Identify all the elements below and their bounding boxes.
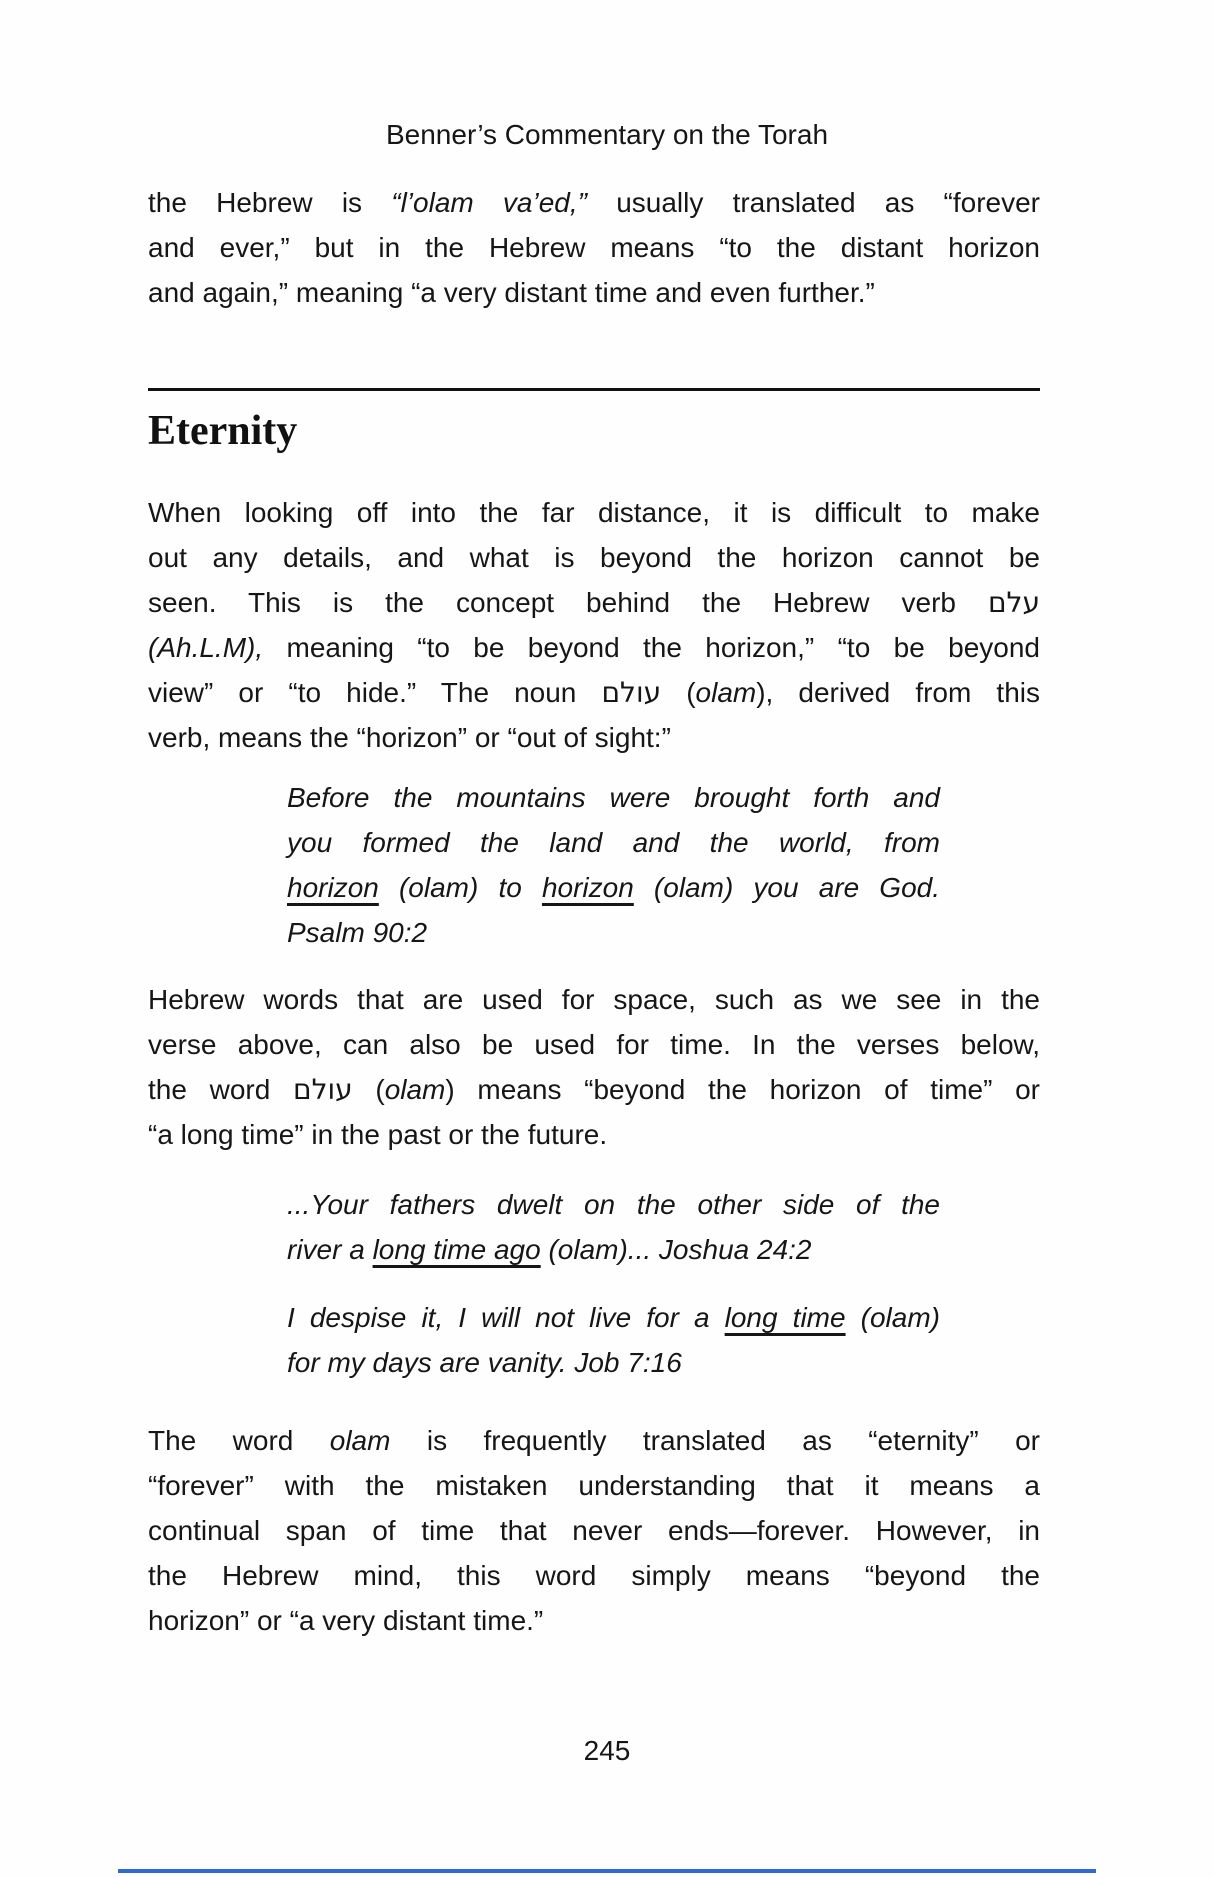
text-line: horizon” or “a very distant time.”	[148, 1605, 544, 1636]
text-line: seen. This is the concept behind the Hebrew verb עלם	[148, 586, 1040, 619]
section-title: Eternity	[148, 408, 298, 454]
paragraph-olam-concept	[148, 490, 1040, 760]
page-number: 245	[583, 1735, 631, 1766]
text-line: and again,” meaning “a very distant time and even further.”	[148, 277, 875, 308]
paragraph-intro	[148, 180, 1040, 315]
text-line: view” or “to hide.” The noun עולם (olam), derived from this	[148, 676, 1040, 709]
text-line: out any details, and what is beyond the horizon cannot be	[148, 542, 1040, 573]
text-line: river a long time ago (olam)... Joshua 24:2	[287, 1234, 812, 1265]
text-line: “forever” with the mistaken understanding that it means a	[148, 1470, 1040, 1501]
text-line: and ever,” but in the Hebrew means “to the distant horizon	[148, 232, 1040, 263]
paragraph-eternity-meaning	[148, 1418, 1040, 1643]
text-line: The word olam is frequently translated as “eternity” or	[148, 1425, 1041, 1456]
text-line: you formed the land and the world, from	[287, 827, 940, 858]
text-line: When looking off into the far distance, it is difficult to make	[148, 497, 1040, 528]
text-line: verb, means the “horizon” or “out of sight:”	[148, 722, 671, 753]
text-line: ...Your fathers dwelt on the other side of the	[287, 1189, 940, 1220]
paragraph-space-time	[148, 977, 1040, 1157]
quote-job-7-16	[287, 1295, 940, 1385]
text-line: I despise it, I will not live for a long time (olam)	[287, 1302, 940, 1333]
text-line: for my days are vanity. Job 7:16	[287, 1347, 682, 1378]
text-line: Before the mountains were brought forth and	[287, 782, 940, 813]
text-line: continual span of time that never ends—forever. However, in	[148, 1515, 1040, 1546]
text-line: Psalm 90:2	[287, 917, 428, 948]
text-line: (Ah.L.M), meaning “to be beyond the horizon,” “to be beyond	[148, 632, 1040, 663]
text-line: the Hebrew mind, this word simply means “beyond the	[148, 1560, 1040, 1591]
text-line: Hebrew words that are used for space, such as we see in the	[148, 984, 1040, 1015]
text-line: verse above, can also be used for time. In the verses below,	[148, 1029, 1040, 1060]
text-line: the Hebrew is “l’olam va’ed,” usually translated as “forever	[148, 187, 1040, 218]
text-line: horizon (olam) to horizon (olam) you are God.	[287, 872, 940, 903]
text-column	[148, 180, 1040, 1643]
running-header: Benner’s Commentary on the Torah	[385, 119, 829, 150]
text-line: the word עולם (olam) means “beyond the horizon of time” or	[148, 1073, 1041, 1106]
section-divider	[148, 388, 1040, 391]
text-line: “a long time” in the past or the future.	[148, 1119, 608, 1150]
quote-psalm-90-2	[287, 775, 940, 955]
quote-joshua-24-2	[287, 1182, 940, 1272]
bottom-accent-line	[118, 1869, 1096, 1873]
